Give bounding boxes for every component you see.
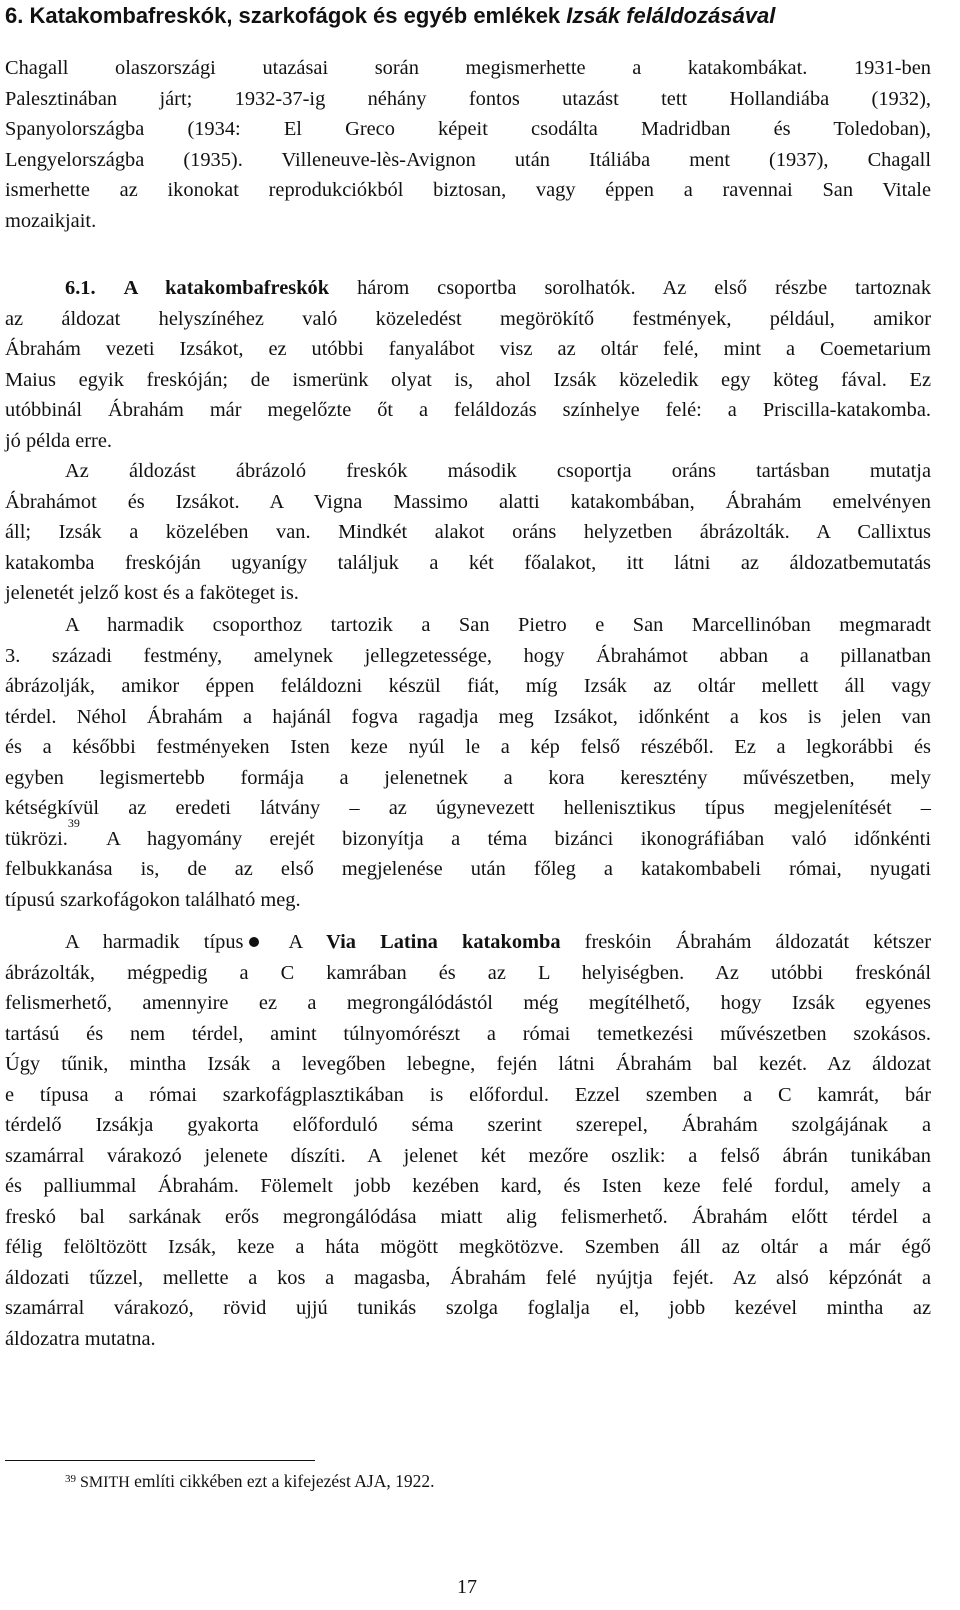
text-line: Ábrahámot és Izsákot. A Vigna Massimo alatti katakombában, Ábrahám emelvényen: [5, 490, 931, 513]
paragraph-via-latina: [5, 927, 931, 1354]
text-fragment: három csoportba sorolhatók. Az első részbe tartoznak: [329, 277, 932, 299]
text-line: utóbbinál Ábrahám már megelőzte őt a feláldozás színhelye felé: a Priscilla-katakomba.: [5, 399, 931, 421]
text-line: típusú szarkofágokon található meg.: [5, 888, 301, 911]
text-line: Chagall olaszországi utazásai során megismerhette a katakombákat. 1931-ben: [5, 57, 931, 79]
footnote-reference[interactable]: 39: [67, 815, 80, 830]
text-line: felismerhető, amennyire ez a megrongálódástól még megítélhető, hogy Izsák egyenes: [5, 992, 931, 1014]
text-line: [5, 273, 931, 304]
text-line: áldozatra mutatna.: [5, 1327, 156, 1350]
text-line: felbukkanása is, de az első megjelenése után főleg a katakombabeli római, nyugati: [5, 858, 931, 880]
text-line: Palesztinában járt; 1932-37-ig néhány fontos utazást tett Hollandiába (1932),: [5, 87, 931, 110]
paragraph-second-group: [5, 456, 931, 609]
footnote-text: említi cikkében ezt a kifejezést AJA, 1922.: [129, 1471, 435, 1491]
text-line: és palliummal Ábrahám. Fölemelt jobb kezében kard, és Isten keze felé fordul, amely a: [5, 1175, 931, 1197]
text-line: kétségkívül az eredeti látvány – az úgynevezett hellenisztikus típus megjelenítését –: [5, 797, 931, 819]
text-fragment: A harmadik típus: [65, 931, 244, 953]
text-line: az áldozat helyszínéhez való közeledést megörökítő festmények, például, amikor: [5, 307, 931, 330]
footnote-separator: [5, 1460, 315, 1461]
text-fragment: freskóin Ábrahám áldozatát kétszer: [560, 931, 931, 953]
text-line: katakomba freskóján ugyanígy találjuk a két főalakot, itt látni az áldozatbemutatás: [5, 551, 931, 574]
paragraph-chagall-travels: [5, 53, 931, 236]
footnote-author: SMITH: [80, 1474, 130, 1491]
text-line: A harmadik csoporthoz tartozik a San Pietro e San Marcellinóban megmaradt: [65, 614, 931, 636]
text-line: szamárral várakozó, rövid ujjú tunikás szolga foglalja el, jobb kezével mintha az: [5, 1297, 931, 1319]
text-line: szamárral várakozó jelenete díszíti. A jelenet két mezőre oszlik: a felső ábrán tunikában: [5, 1144, 931, 1167]
text-line: és a későbbi festményeken Isten keze nyúl le a kép felső részéből. Ez a legkorábbi és: [5, 736, 931, 758]
text-line: egyben legismertebb formája a jelenetnek a kora keresztény művészetben, mely: [5, 766, 931, 789]
text-line: áll; Izsák a közelében van. Mindkét alakot oráns helyzetben ábrázolták. A Callixtus: [5, 521, 931, 543]
bullet-icon: [249, 937, 259, 947]
section-heading: [5, 3, 931, 29]
text-line: Maius egyik freskóján; de ismerünk olyat is, ahol Izsák közeledik egy köteg fával. Ez: [5, 368, 931, 391]
heading-text: 6. Katakombafreskók, szarkofágok és egyéb emlékek: [5, 3, 567, 28]
paragraph-third-group: [5, 610, 931, 915]
text-line: mozaikjait.: [5, 209, 97, 232]
paragraph-section-6-1: [5, 273, 931, 456]
text-fragment: A: [265, 931, 327, 953]
page-number: 17: [457, 1576, 477, 1598]
footnote-39: [65, 1470, 434, 1494]
text-line: [5, 927, 931, 958]
subsection-title: A katakombafreskók: [123, 277, 330, 299]
text-fragment: A hagyomány erejét bizonyítja a téma bizánci ikonográfiában való időnkénti: [79, 827, 931, 850]
text-line: Lengyelországba (1935). Villeneuve-lès-Avignon után Itáliába ment (1937), Chagall: [5, 148, 931, 171]
text-fragment: tükrözi.: [5, 827, 68, 850]
text-line: Az áldozást ábrázoló freskók második csoportja oráns tartásban mutatja: [65, 460, 931, 482]
text-line: áldozati tűzzel, mellette a kos a magasba, Ábrahám felé nyújtja fejét. Az alsó képzónát a: [5, 1266, 931, 1289]
text-line: Spanyolországba (1934: El Greco képeit csodálta Madridban és Toledoban),: [5, 118, 931, 140]
text-line: tartású és nem térdel, amint túlnyomórészt a római temetkezési művészetben szokásos.: [5, 1022, 931, 1045]
text-line: félig felöltözött Izsák, keze a háta mögött megkötözve. Szemben áll az oltár a már égő: [5, 1236, 931, 1258]
text-line: térdel. Néhol Ábrahám a hajánál fogva ragadja meg Izsákot, időnként a kos is jelen van: [5, 705, 931, 728]
text-line: e típusa a római szarkofágplasztikában is előfordul. Ezzel szemben a C kamrát, bár: [5, 1083, 931, 1106]
text-line: térdelő Izsákja gyakorta előforduló séma szerint szerepel, Ábrahám szolgájának a: [5, 1114, 931, 1136]
text-line: 3. századi festmény, amelynek jellegzetessége, hogy Ábrahámot abban a pillanatban: [5, 644, 931, 667]
bold-term: Via Latina katakomba: [326, 931, 561, 953]
text-line: ismerhette az ikonokat reprodukciókból biztosan, vagy éppen a ravennai San Vitale: [5, 179, 931, 201]
footnote-number: 39: [65, 1473, 76, 1485]
text-line: ábrázolták, mégpedig a C kamrában és az L helyiségben. Az utóbbi freskónál: [5, 961, 931, 984]
text-line: [5, 815, 931, 855]
subsection-number: 6.1.: [65, 277, 96, 299]
text-line: Úgy tűnik, mintha Izsák a levegőben lebegne, fején látni Ábrahám bal kezét. Az áldozat: [5, 1053, 931, 1075]
text-line: jelenetét jelző kost és a faköteget is.: [5, 582, 299, 604]
text-line: Ábrahám vezeti Izsákot, ez utóbbi fanyalábot visz az oltár felé, mint a Coemetarium: [5, 338, 931, 360]
text-line: jó példa erre.: [5, 429, 112, 452]
text-line: freskó bal sarkának erős megrongálódása miatt alig felismerhető. Ábrahám előtt térdel a: [5, 1205, 931, 1228]
text-line: ábrázolják, amikor éppen feláldozni készül fiát, míg Izsák az oltár mellett áll vagy: [5, 675, 931, 697]
heading-italic-text: Izsák feláldozásával: [566, 3, 776, 28]
